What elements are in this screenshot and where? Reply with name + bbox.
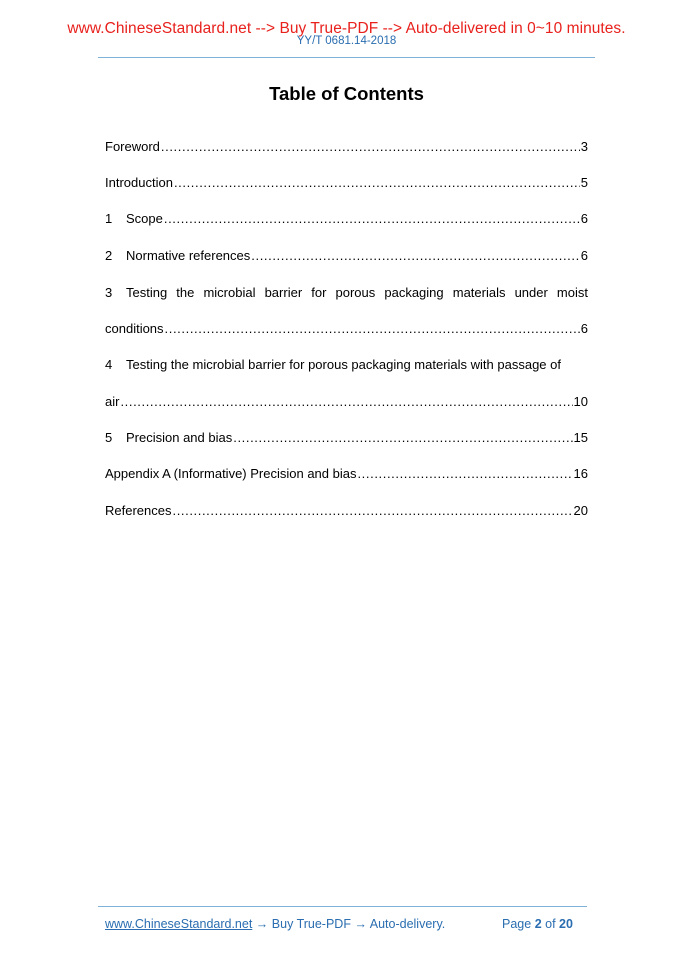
- toc-entry-moist-conditions-line2[interactable]: [105, 321, 588, 337]
- toc-word: Testing: [126, 285, 168, 300]
- toc-leader-dots: [357, 466, 572, 482]
- toc-word: microbial: [203, 285, 256, 300]
- toc-entry-page: 16: [573, 466, 588, 481]
- toc-word: moist: [556, 285, 588, 300]
- toc-leader-dots: [161, 139, 580, 155]
- toc-entry-page: 5: [580, 175, 588, 190]
- toc-entry-label: References: [105, 503, 172, 518]
- toc-leader-dots: [172, 503, 572, 519]
- toc-word: under: [514, 285, 548, 300]
- footer-delivery-text: Auto-delivery.: [369, 917, 446, 931]
- toc-title: Table of Contents: [269, 83, 424, 104]
- toc-leader-dots: [251, 248, 579, 264]
- toc-word: for: [311, 285, 327, 300]
- toc-entry-label: Introduction: [105, 175, 173, 190]
- toc-entry-label: Appendix A (Informative) Precision and bias: [105, 466, 357, 481]
- toc-entry-passage-of-air-line2[interactable]: [105, 394, 588, 410]
- toc-entry-page: 6: [580, 248, 588, 263]
- toc-leader-dots: [164, 211, 580, 227]
- toc-entry-label: Testing the microbial barrier for porous packaging materials with passage of: [126, 357, 561, 372]
- toc-entry-label: air: [105, 394, 120, 409]
- toc-entry-page: 6: [580, 211, 588, 226]
- toc-leader-dots: [233, 430, 572, 446]
- page-indicator: [502, 917, 573, 931]
- page-current: 2: [534, 917, 542, 931]
- toc-word: packaging: [384, 285, 444, 300]
- toc-entry-number: 4: [105, 357, 113, 372]
- toc-entry-page: 10: [573, 394, 588, 409]
- toc-entry-normative-references[interactable]: [105, 248, 588, 264]
- toc-entry-passage-of-air-line1[interactable]: [105, 357, 588, 373]
- toc-entry-references[interactable]: [105, 503, 588, 519]
- toc-entry-label-justified: [126, 285, 588, 301]
- footer-promo: [105, 917, 445, 931]
- document-code: YY/T 0681.14-2018: [296, 35, 397, 47]
- footer-site-link[interactable]: www.ChineseStandard.net: [105, 917, 253, 931]
- of-word: of: [545, 917, 556, 931]
- toc-entry-foreword[interactable]: [105, 139, 588, 155]
- footer-divider: [98, 906, 587, 907]
- toc-entry-page: 15: [573, 430, 588, 445]
- toc-word: the: [176, 285, 195, 300]
- arrow-right-icon: →: [255, 917, 269, 931]
- header-divider: [98, 57, 595, 58]
- toc-entry-moist-conditions-line1[interactable]: [105, 285, 588, 301]
- page-word: Page: [502, 917, 532, 931]
- toc-leader-dots: [165, 321, 580, 337]
- toc-entry-introduction[interactable]: [105, 175, 588, 191]
- toc-entry-page: 6: [580, 321, 588, 336]
- toc-entry-number: 5: [105, 430, 113, 445]
- page-total: 20: [559, 917, 573, 931]
- footer-buy-text: Buy True-PDF: [271, 917, 351, 931]
- promo-banner[interactable]: www.ChineseStandard.net --> Buy True-PDF --> Auto-delivered in 0~10 minutes.: [67, 20, 626, 37]
- toc-word: porous: [335, 285, 376, 300]
- toc-entry-label: conditions: [105, 321, 164, 336]
- toc-word: barrier: [264, 285, 303, 300]
- toc-entry-label: Normative references: [126, 248, 251, 263]
- toc-word: materials: [452, 285, 506, 300]
- toc-leader-dots: [120, 394, 572, 410]
- toc-entry-precision-and-bias[interactable]: [105, 430, 588, 446]
- toc-entry-label: Foreword: [105, 139, 160, 154]
- toc-entry-label: Precision and bias: [126, 430, 233, 445]
- toc-entry-appendix-a[interactable]: [105, 466, 588, 482]
- toc-entry-number: 1: [105, 211, 113, 226]
- toc-entry-page: 20: [573, 503, 588, 518]
- toc-leader-dots: [174, 175, 580, 191]
- toc-entry-page: 3: [580, 139, 588, 154]
- toc-entry-number: 3: [105, 285, 113, 300]
- toc-entry-label: Scope: [126, 211, 163, 226]
- toc-entry-number: 2: [105, 248, 113, 263]
- toc-entry-scope[interactable]: [105, 211, 588, 227]
- arrow-right-icon: →: [354, 917, 367, 931]
